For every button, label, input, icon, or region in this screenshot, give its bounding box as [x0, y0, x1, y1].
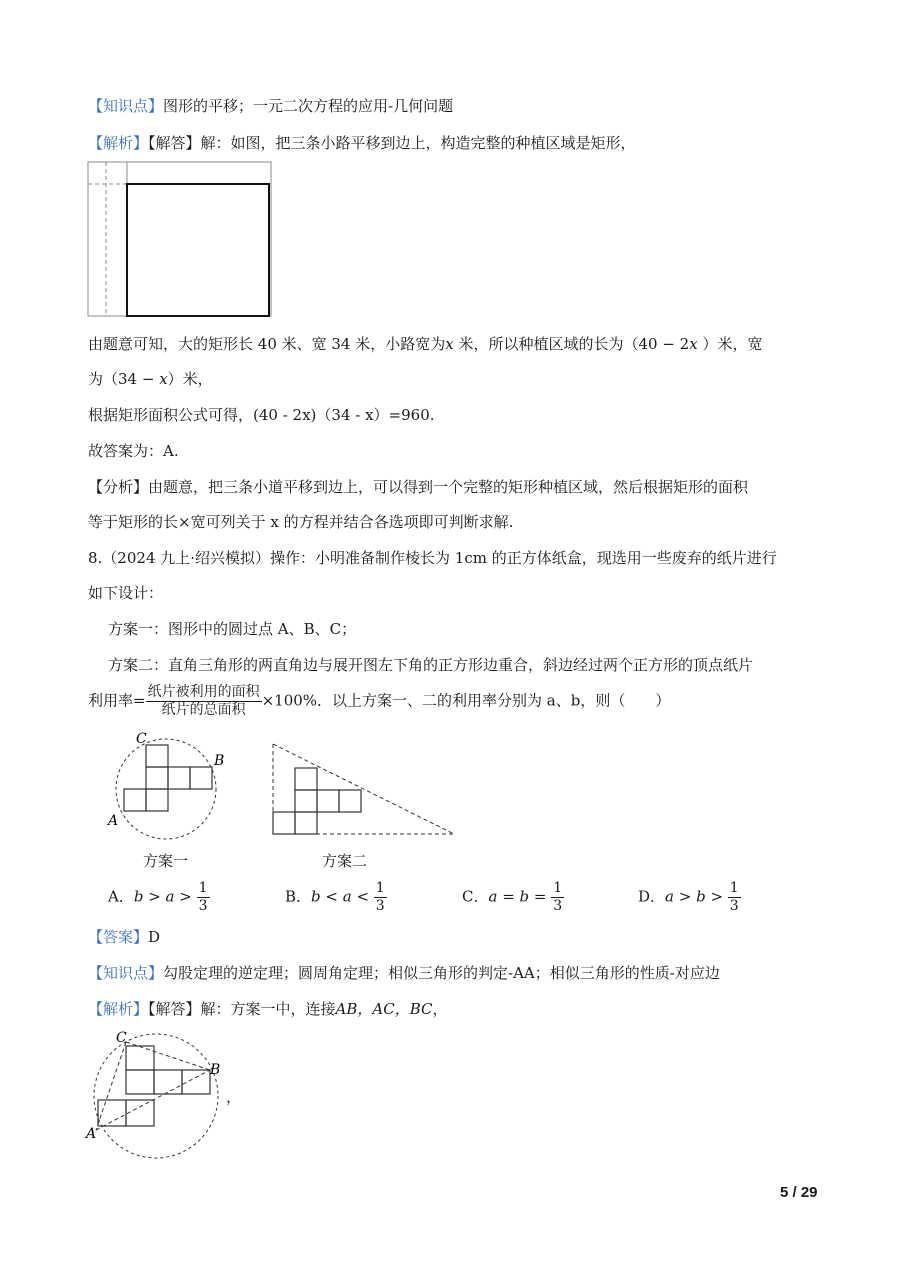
knowledge-line-2: 【知识点】勾股定理的逆定理；圆周角定理；相似三角形的判定-AA；相似三角形的性质-对应边 — [88, 964, 720, 982]
cube-net-2 — [273, 768, 361, 834]
rate-fraction: $\frac{\text{纸片被利用的面积}}{\text{纸片的总面积}}$ — [147, 684, 260, 718]
trailing-comma: ， — [226, 1088, 242, 1106]
page-number: 5 / 29 — [780, 1184, 818, 1201]
label-A-2: A — [86, 1126, 97, 1142]
analysis-line-2: 【解析】【解答】解：方案一中，连接AB，AC，BC， — [88, 1000, 448, 1018]
planting-rect — [127, 184, 269, 316]
q8-plan2: 方案二：直角三角形的两直角边与展开图左下角的正方形边重合，斜边经过两个正方形的顶点纸片 — [108, 656, 754, 674]
plan2-figure — [270, 742, 460, 838]
answer-line: 【答案】D — [88, 928, 161, 946]
knowledge-line — [88, 95, 453, 116]
option-a: A．b > a > $\frac{1}{3}$ — [108, 880, 208, 914]
option-b: B．b < a < $\frac{1}{3}$ — [285, 880, 385, 914]
outer-rect — [88, 162, 271, 316]
q8-line2: 如下设计： — [88, 584, 164, 602]
plan1-connected-figure — [84, 1026, 234, 1166]
dashed-triangle — [273, 744, 454, 834]
knowledge-tag: 【知识点】 — [88, 97, 164, 115]
analysis-text: 【解答】解：如图，把三条小路平移到边上，构造完整的种植区域是矩形， — [148, 134, 636, 152]
paths-figure — [86, 160, 274, 320]
analysis2-tag: 【分析】 — [88, 478, 149, 496]
q8-rate-line: 利用率= $\frac{\text{纸片被利用的面积}}{\text{纸片的总面积}}$ ×100%．以上方案一、二的利用率分别为 a、b，则（ ） — [88, 684, 671, 718]
equation-line: 根据矩形面积公式可得，(40 - 2x)（34 - x）=960. — [88, 406, 435, 424]
option-d: D．a > b > $\frac{1}{3}$ — [638, 880, 739, 914]
label-B-2: B — [210, 1062, 221, 1078]
para1-line2: 为（34 − x）米， — [88, 370, 213, 388]
plan2-caption: 方案二 — [322, 852, 368, 870]
analysis-para-line2: 等于矩形的长×宽可列关于 x 的方程并结合各选项即可判断求解. — [88, 513, 514, 531]
label-C: C — [136, 731, 147, 747]
para1-line1: 由题意可知，大的矩形长 40 米、宽 34 米，小路宽为x 米，所以种植区域的长为（40 − 2x ）米，宽 — [88, 335, 763, 353]
q8-plan1: 方案一：图形中的圆过点 A、B、C； — [108, 620, 357, 638]
label-B: B — [214, 753, 225, 769]
plan1-caption: 方案一 — [143, 852, 189, 870]
knowledge-text: 图形的平移；一元二次方程的应用-几何问题 — [163, 97, 454, 115]
option-c: C．a = b = $\frac{1}{3}$ — [462, 880, 563, 914]
analysis-tag: 【解析】 — [88, 134, 149, 152]
q8-line1: 8.（2024 九上·绍兴模拟）操作：小明准备制作棱长为 1cm 的正方体纸盒，现选用一些废弃的纸片进行 — [88, 549, 777, 567]
label-A: A — [108, 813, 119, 829]
cube-net-3 — [98, 1046, 210, 1126]
analysis-line — [88, 132, 636, 153]
dashed-circle-2 — [94, 1034, 221, 1158]
analysis-para: 【分析】由题意，把三条小道平移到边上，可以得到一个完整的矩形种植区域，然后根据矩形的面积 — [88, 478, 749, 496]
connect-lines — [96, 1042, 210, 1130]
plan1-figure — [100, 725, 240, 845]
label-C-2: C — [116, 1030, 127, 1046]
answer-line-1: 故答案为：A. — [88, 442, 179, 460]
cube-net — [124, 745, 212, 811]
